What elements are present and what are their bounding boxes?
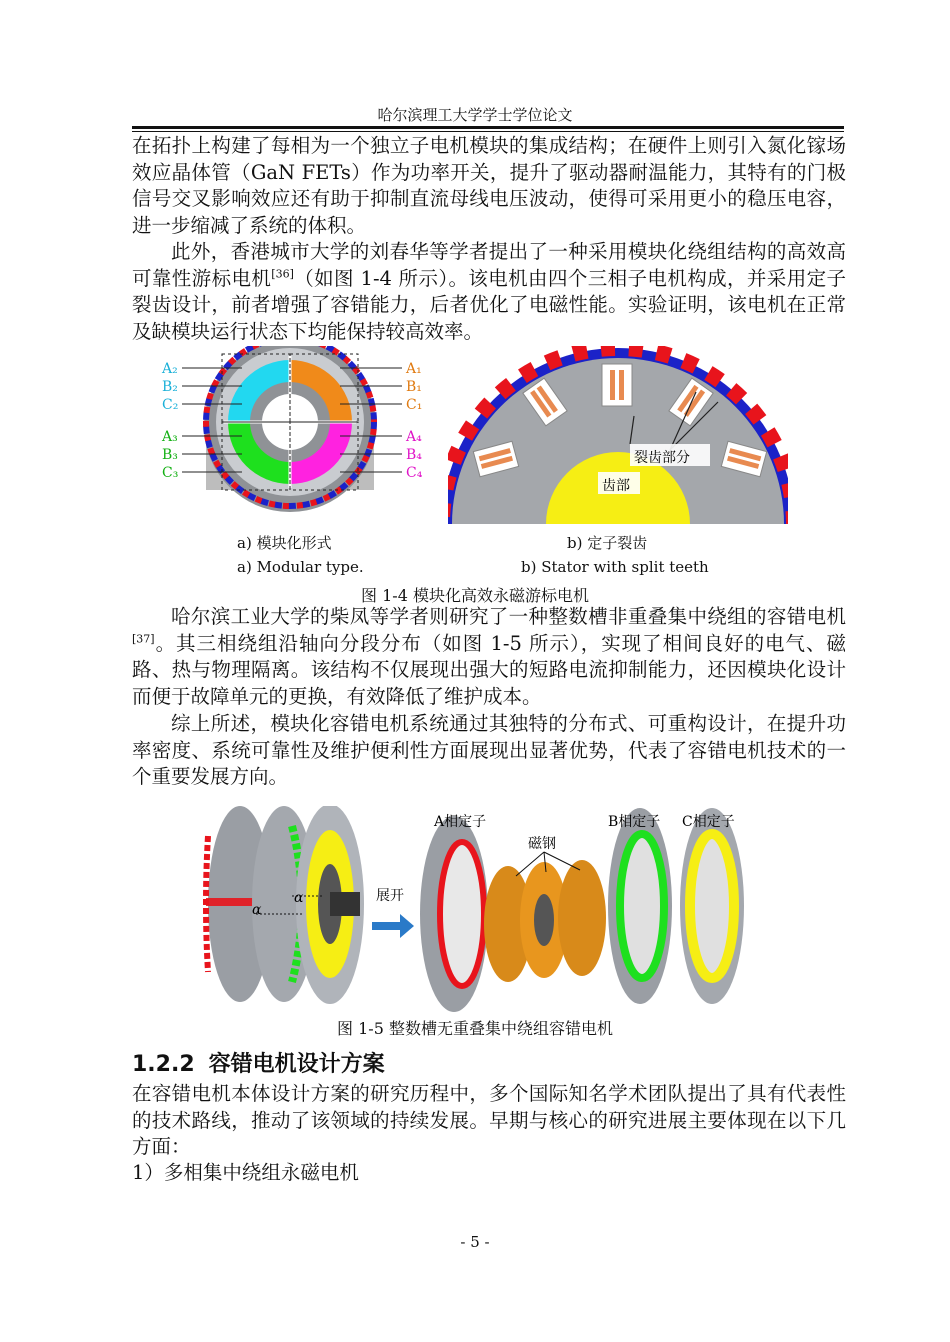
label-a2: A₂ <box>162 361 178 377</box>
paragraph-3-text-b: 。其三相绕组沿轴向分段分布（如图 1-5 所示），实现了相间良好的电气、磁路、热与物理隔离。该结构不仅展现出强大的短路电流抑制能力，还因模块化设计而便于故障单元的更换，有效降低了维护成本。 <box>132 631 846 708</box>
arrow-right-icon <box>372 914 414 938</box>
label-split-tooth: 裂齿部分 <box>634 450 690 466</box>
section-heading <box>132 1047 385 1078</box>
label-expand: 展开 <box>376 888 404 904</box>
paragraph-1: 在拓扑上构建了每相为一个独立子电机模块的集成结构；在硬件上则引入氮化镓场效应晶体管（GaN FETs）作为功率开关，提升了驱动器耐温能力，其特有的门极信号交叉影响效应还有助于抑制直流母线电压波动，使得可采用更小的稳压电容，进一步缩减了系统的体积。 <box>132 134 846 237</box>
paragraph-4: 综上所述，模块化容错电机系统通过其独特的分布式、可重构设计，在提升功率密度、系统可靠性及维护便利性方面展现出显著优势，代表了容错电机技术的一个重要发展方向。 <box>132 712 846 788</box>
citation-36[interactable]: [36] <box>271 267 294 280</box>
header-rule-thin <box>132 131 844 132</box>
label-c1: C₁ <box>406 397 423 413</box>
label-c3: C₃ <box>162 465 179 481</box>
label-b1: B₁ <box>406 379 422 395</box>
assembled-motor-diagram <box>206 806 364 1004</box>
page-number: - 5 - <box>460 1233 490 1251</box>
fig-1-4-sub-a-cn: a) 模块化形式 <box>237 534 332 552</box>
fig-1-4-sub-b-cn: b) 定子裂齿 <box>567 534 648 552</box>
paragraph-5: 在容错电机本体设计方案的研究历程中，多个国际知名学术团队提出了具有代表性的技术路线，推动了该领域的持续发展。早期与核心的研究进展主要体现在以下几方面： <box>132 1082 846 1158</box>
section-title: 容错电机设计方案 <box>208 1052 385 1077</box>
fig-1-4-sub-a-en: a) Modular type. <box>237 558 364 576</box>
label-c-stator: C相定子 <box>682 814 735 830</box>
list-item-1: 1）多相集中绕组永磁电机 <box>132 1161 359 1184</box>
fig-1-4-sub-b-en: b) Stator with split teeth <box>521 558 709 576</box>
label-b4: B₄ <box>406 447 422 463</box>
figure-1-5-caption: 图 1-5 整数槽无重叠集中绕组容错电机 <box>337 1019 613 1038</box>
label-a1: A₁ <box>406 361 422 377</box>
label-a3: A₃ <box>162 429 178 445</box>
label-a4: A₄ <box>406 429 422 445</box>
label-magnet: 磁钢 <box>528 836 556 852</box>
section-number: 1.2.2 <box>132 1052 195 1077</box>
alpha-label-2: α <box>294 890 304 906</box>
label-c2: C₂ <box>162 397 179 413</box>
label-a-stator: A相定子 <box>434 814 487 830</box>
paragraph-2-text-b: （如图 1-4 所示）。该电机由四个三相子电机构成，并采用定子裂齿设计，前者增强了容错能力，后者优化了电磁性能。实验证明，该电机在正常及缺模块运行状态下均能保持较高效率。 <box>132 266 846 343</box>
header-rule-thick <box>132 126 844 129</box>
alpha-label-1: α <box>252 902 262 918</box>
label-c4: C₄ <box>406 465 423 481</box>
label-tooth: 齿部 <box>602 478 630 494</box>
split-teeth-stator-diagram <box>442 348 794 528</box>
modular-motor-diagram <box>182 346 402 512</box>
citation-37[interactable]: [37] <box>132 632 155 645</box>
figure-1-5-image <box>200 806 760 1014</box>
figure-1-4-image <box>150 346 820 528</box>
figure-1-4-caption: 图 1-4 模块化高效永磁游标电机 <box>361 586 589 605</box>
label-b2: B₂ <box>162 379 178 395</box>
paragraph-3 <box>132 604 846 710</box>
paragraph-2-text-a: 此外，香港城市大学的刘春华等学者提出了一种采用模块化绕组结构的高效高可靠性游标电机 <box>132 240 846 290</box>
expanded-motor-diagram <box>420 808 744 1012</box>
running-header: 哈尔滨理工大学学士学位论文 <box>377 106 573 124</box>
paragraph-3-text-a: 哈尔滨工业大学的柴凤等学者则研究了一种整数槽非重叠集中绕组的容错电机 <box>171 605 846 628</box>
label-b-stator: B相定子 <box>608 814 661 830</box>
paragraph-2 <box>132 239 846 345</box>
label-b3: B₃ <box>162 447 178 463</box>
